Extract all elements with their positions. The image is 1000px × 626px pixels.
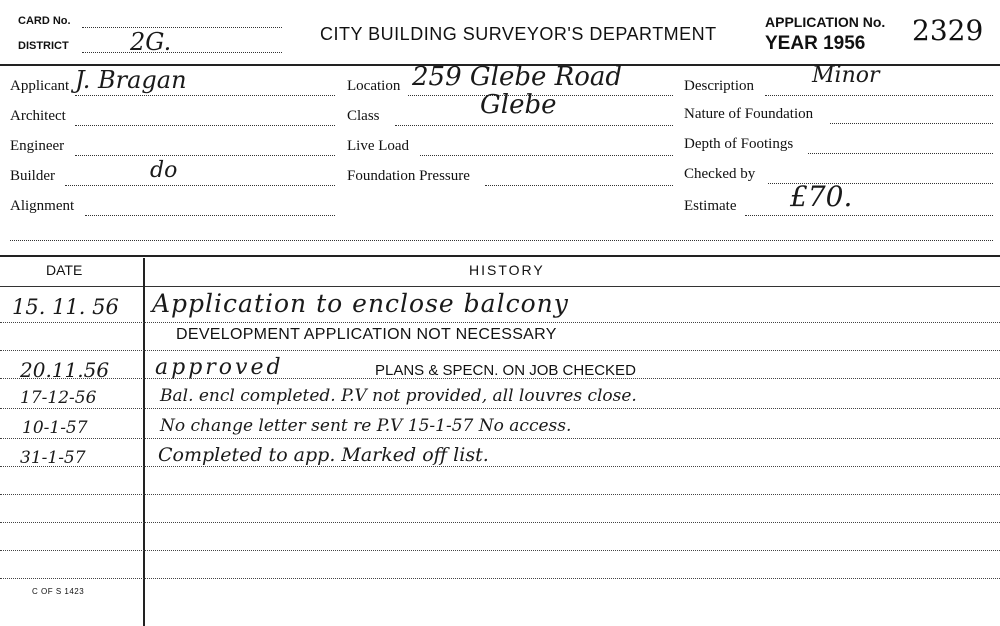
development-stamp: DEVELOPMENT APPLICATION NOT NECESSARY [176,326,557,343]
entry-date: 10-1-57 [22,418,88,438]
application-number: 2329 [912,14,984,47]
checked-by-label: Checked by [684,166,756,182]
history-header-rule [0,286,1000,287]
application-no-label: APPLICATION No. [765,14,886,30]
history-header: HISTORY [469,262,545,278]
class-value: Glebe [480,90,557,120]
engineer-label: Engineer [10,138,65,154]
applicant-label: Applicant [10,78,70,94]
alignment-label: Alignment [10,198,75,214]
entry-date: 17-12-56 [20,388,97,408]
estimate-label: Estimate [684,198,737,214]
entry-text: Completed to app. Marked off list. [158,444,489,466]
department-title: CITY BUILDING SURVEYOR'S DEPARTMENT [320,24,717,44]
builder-value: do [150,158,178,183]
description-label: Description [684,78,754,94]
location-label: Location [347,78,401,94]
class-label: Class [347,108,380,124]
year-label: YEAR 1956 [765,33,866,54]
entry-text: No change letter sent re P.V 15-1-57 No access. [160,416,572,436]
entry-date: 20.11.56 [20,358,110,382]
date-header: DATE [46,262,83,278]
entry-text: Bal. encl completed. P.V not provided, all louvres close. [160,386,637,406]
plans-stamp: PLANS & SPECN. ON JOB CHECKED [375,362,636,379]
date-column-divider [143,258,145,626]
entry-date: 15. 11. 56 [12,295,119,319]
description-value: Minor [812,63,880,88]
estimate-value: £70. [790,180,853,213]
card-no-label: CARD No. [18,15,71,27]
architect-label: Architect [10,108,66,124]
live-load-label: Live Load [347,138,410,154]
applicant-value: J. Bragan [75,66,187,94]
nature-of-foundation-label: Nature of Foundation [684,106,814,122]
entry-text: Application to enclose balcony [152,289,569,318]
history-divider [0,255,1000,257]
entry-text: approved [155,355,284,380]
depth-of-footings-label: Depth of Footings [684,136,794,152]
district-value: 2G. [130,28,172,56]
location-value: 259 Glebe Road [412,62,623,92]
builder-label: Builder [10,168,55,184]
district-label: DISTRICT [18,40,69,52]
entry-date: 31-1-57 [20,448,86,468]
form-code: C OF S 1423 [32,587,85,596]
foundation-pressure-label: Foundation Pressure [347,168,470,184]
